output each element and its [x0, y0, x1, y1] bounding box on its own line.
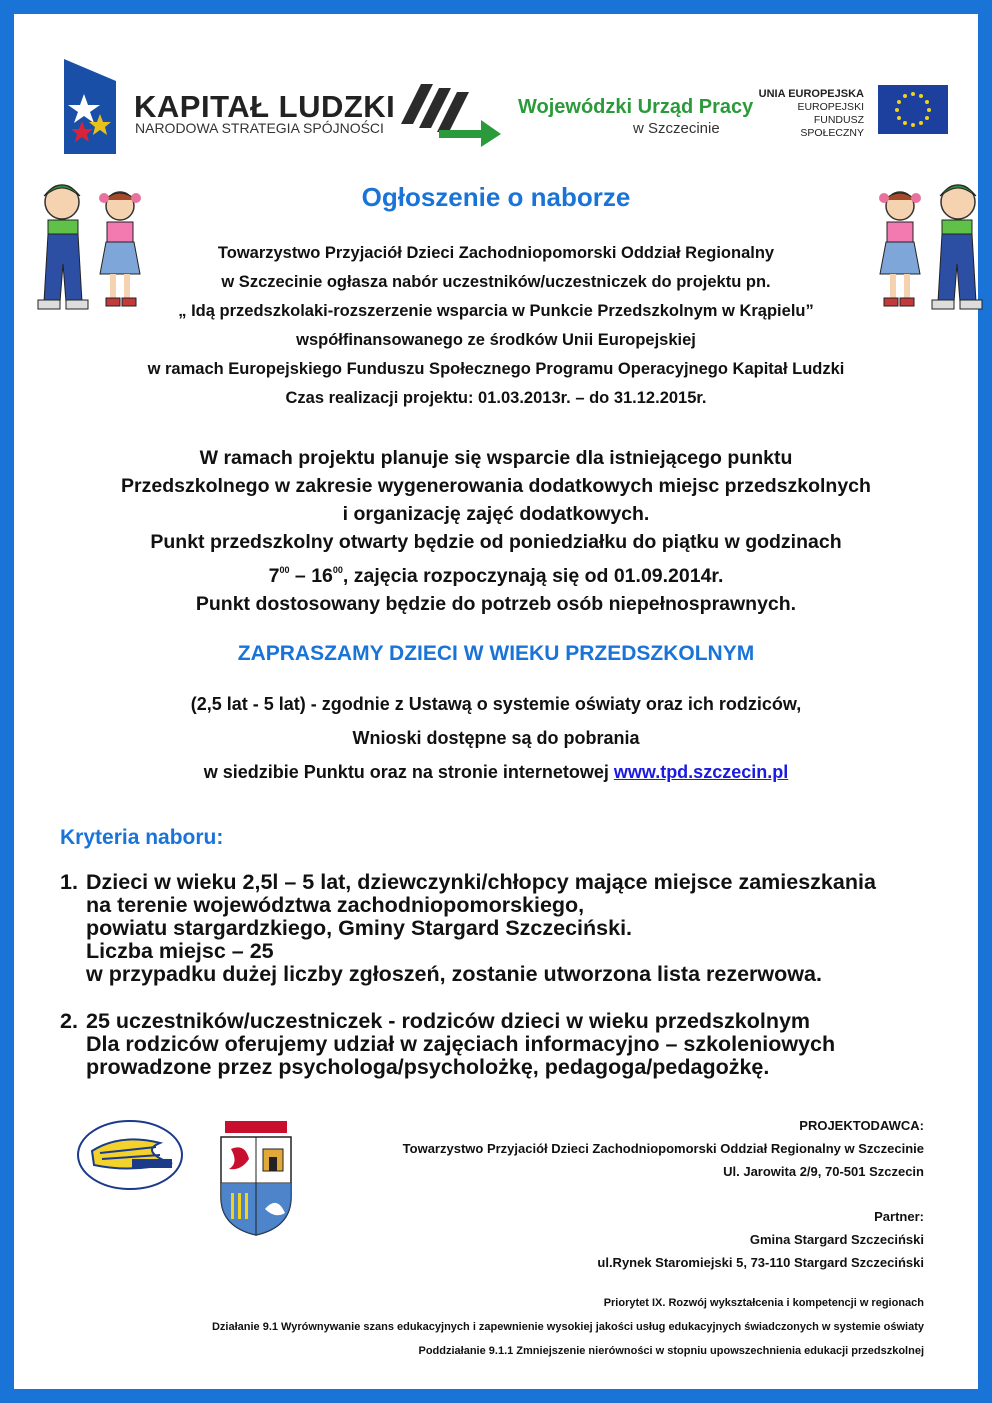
description-line: Przedszkolnego w zakresie wygenerowania dodatkowych miejsc przedszkolnych: [121, 475, 871, 497]
footer-partner: [224, 1205, 924, 1274]
kapital-ludzki-subtitle: NARODOWA STRATEGIA SPÓJNOŚCI: [135, 120, 384, 136]
footer-organizer: [224, 1114, 924, 1183]
organizer-name: Towarzystwo Przyjaciół Dzieci Zachodniopomorski Oddział Regionalny w Szczecinie: [402, 1141, 924, 1156]
invite-block: [14, 687, 978, 789]
ue-text-block: [752, 74, 864, 146]
intro-line: Towarzystwo Przyjaciół Dzieci Zachodniopomorski Oddział Regionalny: [217, 244, 775, 262]
age-line: (2,5 lat - 5 lat) - zgodnie z Ustawą o systemie oświaty oraz ich rodziców,: [190, 694, 802, 714]
footer-program: [44, 1291, 924, 1363]
intro-line: w Szczecinie ogłasza nabór uczestników/uczestniczek do projektu pn.: [221, 273, 771, 291]
website-link[interactable]: www.tpd.szczecin.pl: [613, 762, 789, 782]
ue-line2: FUNDUSZ SPOŁECZNY: [800, 114, 864, 139]
wup-title: Wojewódzki Urząd Pracy: [518, 96, 754, 118]
hours-line: $7^{00} - 16^{00}$, zajęcia rozpoczynają się od 01.09.2014r.: [268, 565, 724, 587]
criteria-heading: Kryteria naboru:: [60, 826, 224, 849]
partner-label: Partner:: [874, 1209, 924, 1224]
partner-name: Gmina Stargard Szczeciński: [749, 1232, 924, 1247]
eu-flag-icon: [878, 85, 948, 134]
ue-title: UNIA EUROPEJSKA: [758, 88, 864, 100]
priority-line: Priorytet IX. Rozwój wykształcenia i kompetencji w regionach: [603, 1297, 924, 1309]
tpd-logo-icon: [60, 1107, 200, 1197]
criteria-item-2: 2. 25 uczestników/uczestniczek - rodziców dzieci w wieku przedszkolnym Dla rodziców oferujemy udział w zajęciach informacyjno – szkoleniowych prowadzone przez psychologa/psycholożkę, pedagoga/pedagożkę.: [60, 1009, 836, 1079]
criteria-item-1: 1. Dzieci w wieku 2,5l – 5 lat, dziewczynki/chłopcy mające miejsce zamieszkania na terenie województwa zachodniopomorskiego, powiatu stargardzkiego, Gminy Stargard Szczeciński. Liczba miejsc – 25 w przypadku dużej liczby zgłoszeń, zostanie utworzona lista rezerwowa.: [60, 870, 876, 986]
organizer-label: PROJEKTODAWCA:: [799, 1118, 924, 1133]
kapital-ludzki-logo-icon: [64, 59, 116, 154]
wup-logo-icon: [399, 82, 504, 147]
description-line: i organizację zajęć dodatkowych.: [342, 503, 650, 525]
intro-line: w ramach Europejskiego Funduszu Społecznego Programu Operacyjnego Kapitał Ludzki: [147, 360, 845, 378]
description-block: [14, 444, 978, 618]
partner-address: ul.Rynek Staromiejski 5, 73-110 Stargard Szczeciński: [597, 1255, 924, 1270]
description-line: W ramach projektu planuje się wsparcie dla istniejącego punktu: [199, 447, 793, 469]
intro-line: „ Idą przedszkolaki-rozszerzenie wsparcia w Punkcie Przedszkolnym w Krąpielu”: [178, 302, 814, 320]
action-line: Działanie 9.1 Wyrównywanie szans edukacyjnych i zapewnienie wysokiej jakości usług edukacyjnych świadczonych w systemie oświaty: [211, 1321, 924, 1333]
subaction-line: Poddziałanie 9.1.1 Zmniejszenie nierówności w stopniu upowszechnienia edukacji przedszkolnej: [418, 1345, 924, 1357]
location-line: w siedzibie Punktu oraz na stronie internetowej www.tpd.szczecin.pl: [203, 762, 789, 782]
kapital-ludzki-title: KAPITAŁ LUDZKI: [134, 89, 396, 124]
intro-line: Czas realizacji projektu: 01.03.2013r. – do 31.12.2015r.: [285, 389, 707, 407]
description-line: Punkt przedszkolny otwarty będzie od poniedziałku do piątku w godzinach: [150, 531, 842, 553]
invite-heading: ZAPRASZAMY DZIECI W WIEKU PRZEDSZKOLNYM: [237, 642, 755, 665]
ue-line1: EUROPEJSKI: [797, 101, 864, 113]
wup-subtitle: w Szczecinie: [633, 120, 720, 137]
forms-line: Wnioski dostępne są do pobrania: [352, 728, 640, 748]
intro-block: [14, 239, 978, 413]
page-title: Ogłoszenie o naborze: [361, 182, 631, 212]
description-line: Punkt dostosowany będzie do potrzeb osób niepełnosprawnych.: [195, 593, 797, 615]
organizer-address: Ul. Jarowita 2/9, 70-501 Szczecin: [723, 1164, 924, 1179]
intro-line: współfinansowanego ze środków Unii Europejskiej: [296, 331, 696, 349]
